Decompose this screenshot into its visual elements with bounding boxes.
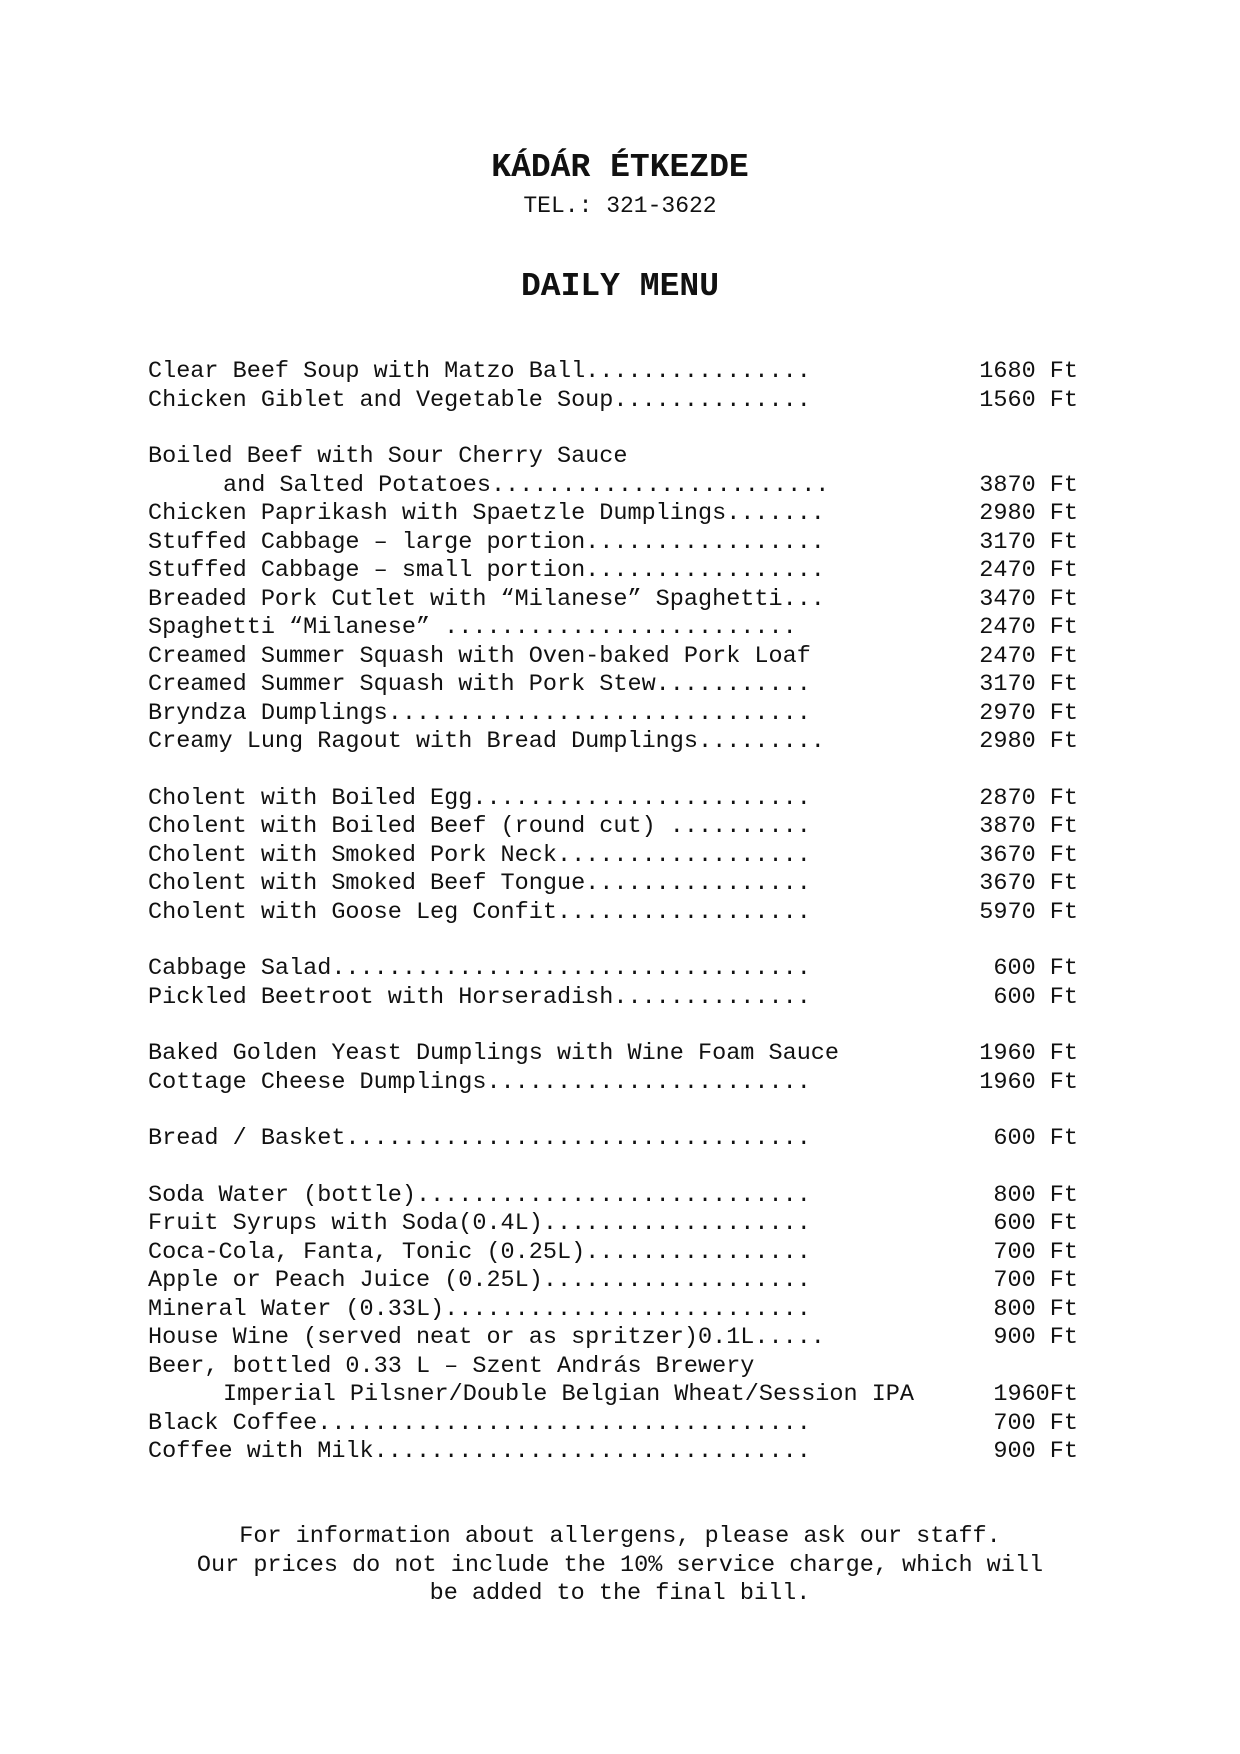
menu-item	[148, 1324, 1078, 1353]
menu-item-name: Soda Water (bottle)............................	[148, 1181, 811, 1209]
menu-item	[148, 1267, 1078, 1296]
menu-item-name: Spaghetti “Milanese” .........................	[148, 614, 797, 641]
menu-item	[148, 728, 1078, 757]
menu-item-price: 700 Ft	[993, 1267, 1078, 1294]
menu-item-price: 3870 Ft	[979, 471, 1078, 499]
menu-item-name: Bryndza Dumplings..............................	[148, 699, 811, 727]
menu-item-name: House Wine (served neat or as spritzer)0.1L.....	[148, 1324, 825, 1351]
menu-item-price: 1960 Ft	[979, 1068, 1078, 1096]
menu-item	[148, 1353, 1078, 1382]
service-charge-note-continued: be added to the final bill.	[429, 1580, 811, 1607]
menu-item-price: 2470 Ft	[979, 557, 1078, 584]
menu-item-name: Cholent with Smoked Pork Neck..................	[148, 841, 811, 869]
menu-item-name: Creamed Summer Squash with Oven-baked Pork Loaf	[148, 642, 811, 670]
menu-item	[148, 1182, 1078, 1211]
menu-item-price: 700 Ft	[993, 1238, 1078, 1266]
menu-item-name: and Salted Potatoes........................	[223, 471, 830, 499]
menu-item-price: 5970 Ft	[979, 898, 1078, 926]
section-spacer	[148, 1012, 1078, 1040]
menu-item-price: 3870 Ft	[979, 813, 1078, 840]
menu-item-price: 800 Ft	[993, 1181, 1078, 1209]
menu-item	[148, 586, 1078, 615]
menu-item-name: Clear Beef Soup with Matzo Ball................	[148, 358, 811, 385]
menu-item-name: Boiled Beef with Sour Cherry Sauce	[148, 443, 628, 470]
menu-item-price: 1960Ft	[993, 1381, 1078, 1408]
menu-item-name: Breaded Pork Cutlet with “Milanese” Spaghetti...	[148, 585, 825, 613]
menu-item	[148, 529, 1078, 558]
section-spacer	[148, 415, 1078, 443]
menu-item-name: Fruit Syrups with Soda(0.4L)...................	[148, 1210, 811, 1237]
section-spacer	[148, 1154, 1078, 1182]
telephone-number: TEL.: 321-3622	[523, 193, 717, 219]
menu-item	[148, 1438, 1078, 1467]
menu-item-name: Stuffed Cabbage – small portion.................	[148, 557, 825, 584]
menu-item-name: Cholent with Boiled Egg........................	[148, 784, 811, 812]
menu-item	[148, 1210, 1078, 1239]
menu-item	[148, 1410, 1078, 1439]
menu-item-price: 700 Ft	[993, 1409, 1078, 1437]
menu-item	[148, 671, 1078, 700]
menu-item-price: 3670 Ft	[979, 841, 1078, 869]
menu-list	[148, 358, 1078, 1467]
menu-item-name: Cholent with Goose Leg Confit..................	[148, 898, 811, 926]
menu-item	[148, 1040, 1078, 1069]
menu-item	[148, 1296, 1078, 1325]
menu-item-name: Creamed Summer Squash with Pork Stew...........	[148, 671, 811, 698]
menu-item-name: Coffee with Milk...............................	[148, 1438, 811, 1465]
menu-item-price: 600 Ft	[993, 1210, 1078, 1237]
menu-item	[148, 984, 1078, 1013]
menu-item	[148, 1381, 1078, 1410]
restaurant-name: KÁDÁR ÉTKEZDE	[491, 149, 749, 186]
menu-item-price: 3170 Ft	[979, 528, 1078, 556]
menu-item	[148, 842, 1078, 871]
menu-item-name: Baked Golden Yeast Dumplings with Wine Foam Sauce	[148, 1040, 840, 1067]
menu-item-name: Apple or Peach Juice (0.25L)...................	[148, 1267, 811, 1294]
menu-item-name: Cabbage Salad..................................	[148, 955, 811, 982]
menu-item-name: Beer, bottled 0.33 L – Szent András Brewery	[148, 1352, 755, 1380]
menu-item-price: 3170 Ft	[979, 671, 1078, 698]
menu-item	[148, 1069, 1078, 1098]
menu-item-name: Stuffed Cabbage – large portion.................	[148, 528, 825, 556]
menu-item	[148, 387, 1078, 416]
menu-item-name: Chicken Paprikash with Spaetzle Dumplings.......	[148, 500, 825, 527]
menu-item-name: Black Coffee...................................	[148, 1409, 811, 1437]
menu-item-price: 800 Ft	[993, 1295, 1078, 1323]
allergen-note: For information about allergens, please ask our staff.	[239, 1523, 1001, 1550]
menu-item-price: 600 Ft	[993, 1125, 1078, 1152]
menu-item-price: 2470 Ft	[979, 614, 1078, 641]
menu-item	[148, 1125, 1078, 1154]
menu-item-price: 2870 Ft	[979, 784, 1078, 812]
menu-item-price: 2470 Ft	[979, 642, 1078, 670]
section-spacer	[148, 757, 1078, 785]
menu-item	[148, 1239, 1078, 1268]
menu-heading: DAILY MENU	[520, 268, 720, 305]
menu-item-name: Coca-Cola, Fanta, Tonic (0.25L)................	[148, 1238, 811, 1266]
section-spacer	[148, 1097, 1078, 1125]
menu-item-name: Mineral Water (0.33L)..........................	[148, 1295, 811, 1323]
menu-item	[148, 899, 1078, 928]
menu-item-price: 600 Ft	[993, 983, 1078, 1011]
menu-item-price: 2980 Ft	[979, 500, 1078, 527]
menu-item	[148, 557, 1078, 586]
menu-item-name: Cholent with Boiled Beef (round cut) ..........	[148, 813, 811, 840]
section-spacer	[148, 927, 1078, 955]
menu-item-name: Pickled Beetroot with Horseradish..............	[148, 983, 811, 1011]
menu-item-name: Cottage Cheese Dumplings.......................	[148, 1068, 811, 1096]
menu-item-price: 2980 Ft	[979, 728, 1078, 755]
menu-item	[148, 500, 1078, 529]
menu-footer	[0, 1523, 1240, 1609]
menu-item-name: Cholent with Smoked Beef Tongue................	[148, 870, 811, 897]
menu-item	[148, 443, 1078, 472]
menu-header	[0, 148, 1240, 307]
menu-item-price: 900 Ft	[993, 1438, 1078, 1465]
menu-item-price: 1960 Ft	[979, 1040, 1078, 1067]
menu-item-price: 3670 Ft	[979, 870, 1078, 897]
menu-item-price: 3470 Ft	[979, 585, 1078, 613]
menu-item	[148, 614, 1078, 643]
menu-item	[148, 643, 1078, 672]
menu-item-name: Bread / Basket.................................	[148, 1125, 811, 1152]
menu-item-name: Chicken Giblet and Vegetable Soup..............	[148, 386, 811, 414]
menu-item-price: 1680 Ft	[979, 358, 1078, 385]
menu-item-price: 900 Ft	[993, 1324, 1078, 1351]
menu-item	[148, 955, 1078, 984]
menu-item	[148, 700, 1078, 729]
menu-item	[148, 785, 1078, 814]
menu-item	[148, 358, 1078, 387]
menu-item-name: Creamy Lung Ragout with Bread Dumplings.........	[148, 728, 825, 755]
menu-item	[148, 813, 1078, 842]
service-charge-note: Our prices do not include the 10% service charge, which will	[196, 1551, 1044, 1579]
menu-item	[148, 472, 1078, 501]
menu-item-price: 600 Ft	[993, 955, 1078, 982]
menu-item-name: Imperial Pilsner/Double Belgian Wheat/Session IPA	[223, 1381, 915, 1408]
menu-item-price: 1560 Ft	[979, 386, 1078, 414]
menu-item-price: 2970 Ft	[979, 699, 1078, 727]
menu-item	[148, 870, 1078, 899]
